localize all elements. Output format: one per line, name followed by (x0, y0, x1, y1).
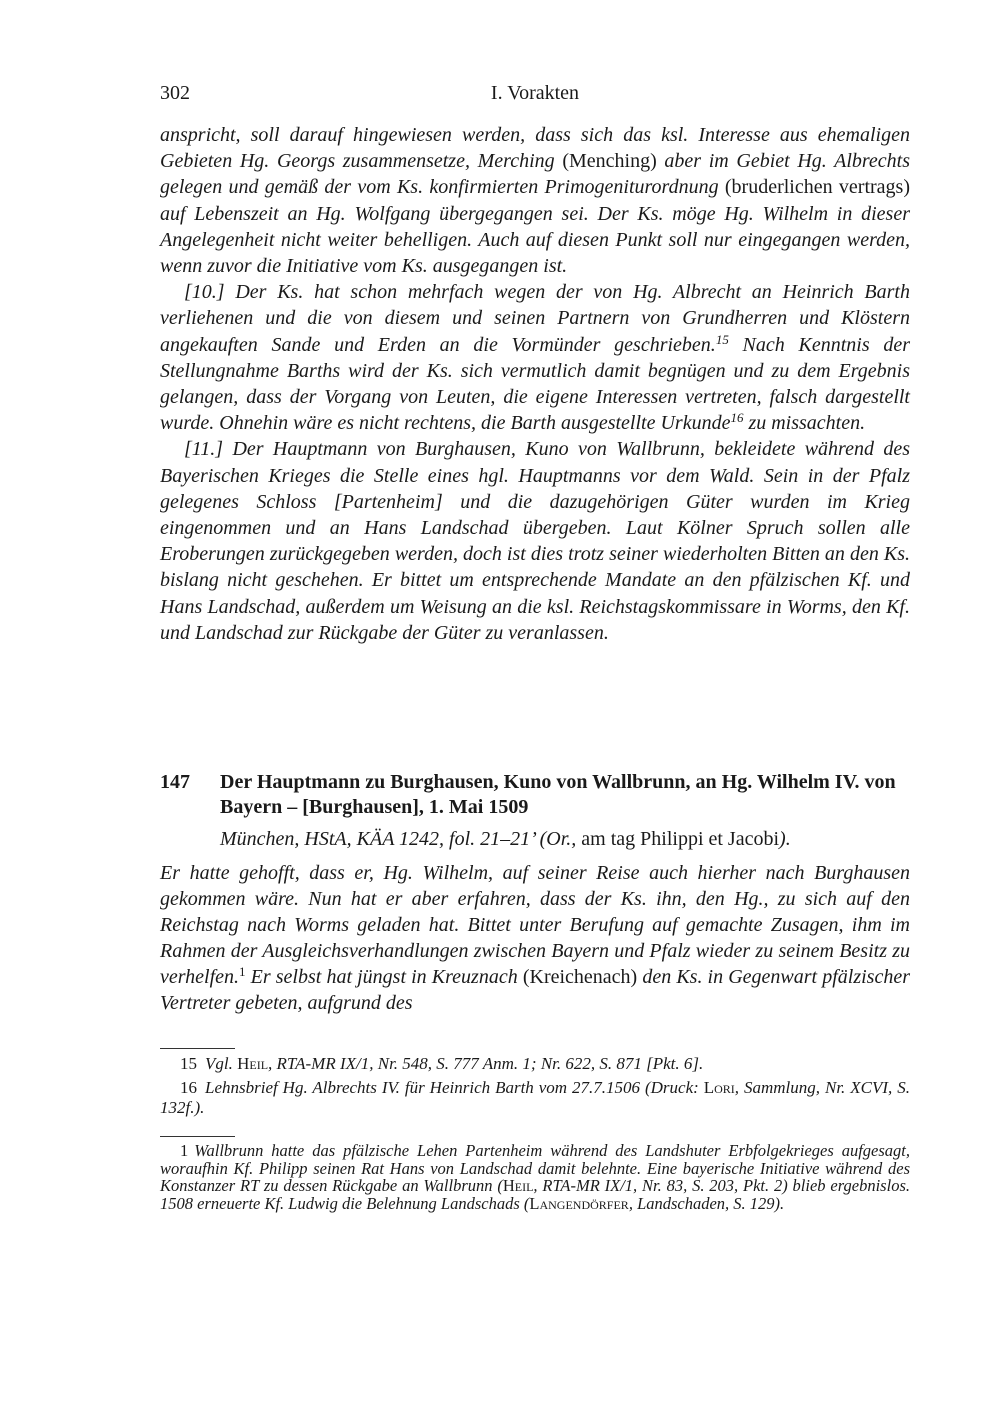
text-span: am tag Philippi et Jacobi (581, 828, 780, 850)
text-span: , Landschaden, S. 129). (628, 1193, 785, 1213)
page-number: 302 (160, 82, 190, 104)
document-heading (160, 770, 910, 820)
document-text (160, 860, 910, 1016)
footnote-rule (160, 1136, 235, 1137)
text-span: , Sammlung, Nr. XCVI, S. 132f.). (160, 1078, 910, 1117)
text-span: Er hatte gehofft, dass er, Hg. Wilhelm, auf seiner Reise auch hierher nach Burghausen gekommen wäre. Nun hat er aber erfahren, dass der Ks. ihn, den Hg., zu sich auf den Reichstag nach Worms geladen hat. Bittet unter Berufung auf gemachte Zusagen, ihm im Rahmen der Ausgleichsverhandlungen zwischen Bayern und Pfalz wieder zu seinem Besitz zu verhelfen. (160, 862, 910, 988)
text-span: (bruderlichen vertrags) (718, 176, 910, 199)
footnote-1 (160, 1142, 910, 1212)
document-title: Der Hauptmann zu Burghausen, Kuno von Wallbrunn, an Hg. Wilhelm IV. von Bayern – [Burghausen], 1. Mai 1509 (220, 771, 896, 818)
main-text (160, 122, 910, 646)
author-name: Heil (502, 1176, 534, 1195)
footnote-rule (160, 1048, 235, 1049)
text-span: (Menching) (554, 150, 665, 173)
text-span: (Kreichenach) (522, 966, 638, 988)
footnote-mark: 1 (180, 1141, 189, 1160)
paragraph-continuation (160, 122, 910, 279)
text-span: den Ks. in Gegenwart pfälzischer Vertreter gebeten, aufgrund des (160, 966, 910, 1014)
text-span: [10.] Der Ks. hat schon mehrfach wegen der von Hg. Albrecht an Heinrich Barth verliehenen und die von diesem und seinen Partnern von Grundherren und Klöstern angekauften Sande und Erden an die Vormünder geschrieben. (160, 281, 910, 356)
text-span: , RTA-MR IX/1, Nr. 83, S. 203, Pkt. 2) blieb ergebnislos. 1508 erneuerte Kf. Ludwig die Belehnung Landschads ( (160, 1176, 910, 1213)
document-source (220, 827, 910, 852)
author-name: Langendörfer (529, 1193, 629, 1213)
paragraph-11: [11.] Der Hauptmann von Burghausen, Kuno von Wallbrunn, bekleidete während des Bayerischen Krieges die Stelle eines hgl. Hauptmanns vor dem Wald. Sein in der Pfalz gelegenes Schloss [Partenheim] und die dazugehörigen Güter wurden im Krieg eingenommen und an Hans Landschad übergeben. Laut Kölner Spruch sollen alle Eroberungen zurückgegeben werden, doch ist dies trotz seiner wiederholten Bitten an den Ks. bislang nicht geschehen. Er bittet um entsprechende Mandate an den pfälzischen Kf. und Hans Landschad, außerdem um Weisung an die ksl. Reichstagskommissare in Worms, den Kf. und Landschad zur Rückgabe der Güter zu veranlassen. (160, 438, 910, 644)
footnote-ref-15[interactable]: 15 (715, 331, 729, 347)
footnote-15 (160, 1054, 910, 1074)
text-span: Merching (477, 150, 555, 173)
footnote-ref-16[interactable]: 16 (730, 410, 744, 426)
author-name: Lori (703, 1078, 735, 1097)
document-number: 147 (160, 771, 190, 793)
footnote-mark: 16 (180, 1078, 197, 1097)
text-span: auf Lebenszeit an Hg. Wolfgang übergegangen sei. Der Ks. möge Hg. Wilhelm in dieser Angelegenheit nicht weiter behelligen. Auch auf diesen Punkt soll nur eingegangen werden, wenn zuvor die Initiative vom Ks. ausgegangen ist. (160, 202, 910, 278)
text-span: Vgl. (205, 1054, 238, 1073)
footnote-16 (160, 1078, 910, 1118)
text-span: anspricht, soll darauf hingewiesen werden, dass sich das ksl. Interesse aus ehemaligen Gebieten Hg. Georgs zusammensetze, (160, 124, 910, 173)
text-span: , RTA-MR IX/1, Nr. 548, S. 777 Anm. 1; Nr. 622, S. 871 [Pkt. 6]. (268, 1054, 704, 1073)
running-head: I. Vorakten (490, 82, 580, 104)
text-span: München, HStA, KÄA 1242, fol. 21–21’ (Or., (220, 828, 582, 850)
text-span: ). (779, 828, 791, 850)
footnote-mark: 15 (180, 1054, 197, 1073)
text-span: Er selbst hat jüngst in Kreuznach (245, 966, 523, 988)
paragraph-10 (160, 279, 910, 436)
text-span: aber im Gebiet Hg. Albrechts gelegen und gemäß der vom Ks. konfirmierten Primogeniturordnung (160, 150, 911, 199)
text-span: Nach Kenntnis der Stellungnahme Barths wird der Ks. sich vermutlich damit begnügen und zu dem Ergebnis gelangen, dass der Vorgang von Leuten, die eigene Interessen vertreten, falsch dargestellt wurde. Ohnehin wäre es nicht rechtens, die Barth ausgestellte Urkunde (160, 333, 910, 435)
page-header (160, 82, 910, 108)
footnote-ref-1[interactable]: 1 (239, 964, 246, 979)
text-span: Lehnsbrief Hg. Albrechts IV. für Heinrich Barth vom 27.7.1506 (Druck: (205, 1078, 704, 1097)
author-name: Heil (237, 1054, 269, 1073)
text-span: Wallbrunn hatte das pfälzische Lehen Partenheim während des Landshuter Erbfolgekrieges aufgesagt, woraufhin Kf. Philipp seinen Rat Hans von Landschad damit belehnte. Eine bayerische Initiative während des Konstanzer RT zu dessen Rückgabe an Wallbrunn ( (160, 1141, 910, 1195)
text-span: zu missachten. (743, 412, 866, 435)
